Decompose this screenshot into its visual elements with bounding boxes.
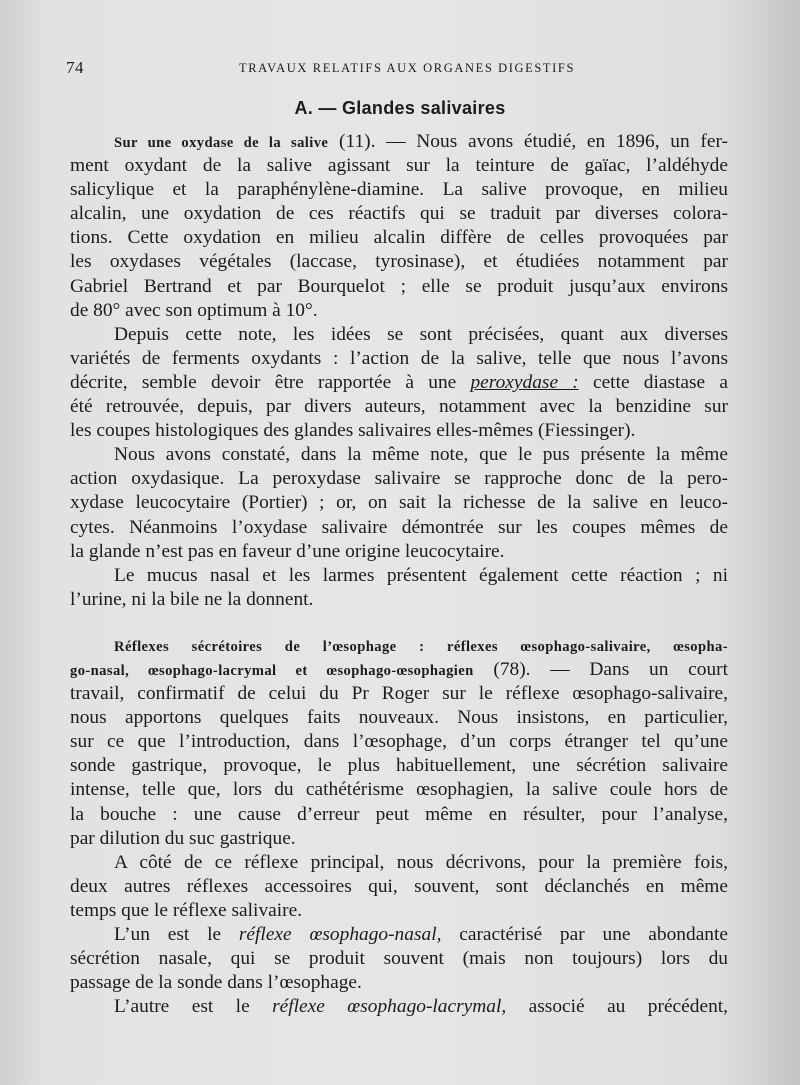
section-heading: A. — Glandes salivaires	[294, 98, 506, 118]
article2-title-line	[70, 658, 728, 682]
text-line: intense, telle que, lors du cathétérisme œsophagien, la salive coule hors de	[70, 779, 728, 801]
text-line: par dilution du suc gastrique.	[70, 827, 296, 849]
text-line: xydase leucocytaire (Portier) ; or, on sait la richesse de la salive en leuco-	[70, 492, 728, 514]
text-line: la glande n’est pas en faveur d’une origine leucocytaire.	[70, 540, 505, 562]
text-line: alcalin, une oxydation de ces réactifs qui se traduit par diverses colora-	[70, 203, 728, 225]
text-line: la bouche : une cause d’erreur peut même en résulter, pour l’analyse,	[70, 803, 728, 825]
article1-title: Sur une oxydase de la salive	[114, 135, 329, 151]
text-segment: cette diastase a	[578, 371, 728, 393]
text-line: travail, confirmatif de celui du Pr Roger sur le réflexe œsophago-salivaire,	[70, 683, 728, 705]
text-segment: L’un est le	[114, 924, 239, 945]
text-line: cytes. Néanmoins l’oxydase salivaire démontrée sur les coupes mêmes de	[70, 516, 728, 538]
text-line: l’urine, ni la bile ne la donnent.	[70, 588, 314, 610]
running-head	[66, 58, 728, 82]
text-line	[70, 923, 728, 947]
term-oesophago-lacrymal: réflexe œsophago-lacrymal,	[272, 996, 507, 1018]
body-text	[70, 130, 728, 1019]
article2-title-line	[70, 634, 728, 658]
article1-first-line	[70, 130, 728, 154]
term-oesophago-nasal: réflexe œsophago-nasal,	[238, 924, 442, 945]
text-line: tions. Cette oxydation en milieu alcalin diffère de celles provoquées par	[70, 227, 728, 249]
text-line: de 80° avec son optimum à 10°.	[70, 299, 318, 321]
text-segment: caractérisé par une abondante	[441, 924, 728, 945]
text-line: variétés de ferments oxydants : l’action de la salive, telle que nous l’avons	[70, 347, 728, 369]
section-gap	[70, 612, 728, 634]
text-line	[70, 995, 728, 1019]
text-line: temps que le réflexe salivaire.	[70, 899, 303, 921]
page-number: 74	[66, 58, 84, 77]
article2-ref: (78). — Dans un court	[493, 658, 728, 680]
text-segment: associé au précédent,	[506, 996, 728, 1018]
text-segment: décrite, semble devoir être rapportée à une	[70, 371, 471, 393]
article2-title-part1: Réflexes sécrétoires de l’œsophage : réflexes œsophago-salivaire, œsopha-	[114, 638, 728, 655]
text-line	[70, 371, 728, 395]
text-line: Nous avons constaté, dans la même note, que le pus présente la même	[114, 444, 728, 466]
text-segment: L’autre est le	[114, 996, 273, 1018]
text-line: Le mucus nasal et les larmes présentent également cette réaction ; ni	[114, 564, 728, 586]
term-peroxydase: peroxydase :	[470, 371, 579, 393]
text-line: deux autres réflexes accessoires qui, souvent, sont déclanchés en même	[70, 875, 728, 897]
text-line: sonde gastrique, provoque, le plus habituellement, une sécrétion salivaire	[70, 755, 728, 777]
text-line: action oxydasique. La peroxydase salivaire se rapproche donc de la pero-	[70, 468, 728, 490]
text-line: Depuis cette note, les idées se sont précisées, quant aux diverses	[114, 323, 728, 345]
text-line: les coupes histologiques des glandes salivaires elles-mêmes (Fiessinger).	[70, 420, 636, 442]
running-title: TRAVAUX RELATIFS AUX ORGANES DIGESTIFS	[238, 61, 576, 75]
article1-ref: (11). — Nous avons étudié, en 1896, un fer-	[339, 131, 728, 152]
article2-title-part2: go-nasal, œsophago-lacrymal et œsophago-œsophagien	[70, 662, 474, 679]
text-line: été retrouvée, depuis, par divers auteurs, notamment avec la benzidine sur	[70, 396, 728, 418]
text-line: nous apportons quelques faits nouveaux. Nous insistons, en particulier,	[70, 707, 728, 729]
text-line: les oxydases végétales (laccase, tyrosinase), et étudiées notamment par	[70, 251, 728, 273]
text-line: sur ce que l’introduction, dans l’œsophage, d’un corps étranger tel qu’une	[70, 731, 728, 753]
text-line: sécrétion nasale, qui se produit souvent (mais non toujours) lors du	[70, 948, 728, 970]
text-line: A côté de ce réflexe principal, nous décrivons, pour la première fois,	[114, 851, 728, 873]
text-line: ment oxydant de la salive agissant sur la teinture de gaïac, l’aldéhyde	[70, 155, 728, 177]
text-line: Gabriel Bertrand et par Bourquelot ; elle se produit jusqu’aux environs	[70, 275, 728, 297]
text-line: passage de la sonde dans l’œsophage.	[70, 972, 362, 994]
text-line: salicylique et la paraphénylène-diamine. La salive provoque, en milieu	[70, 179, 728, 201]
